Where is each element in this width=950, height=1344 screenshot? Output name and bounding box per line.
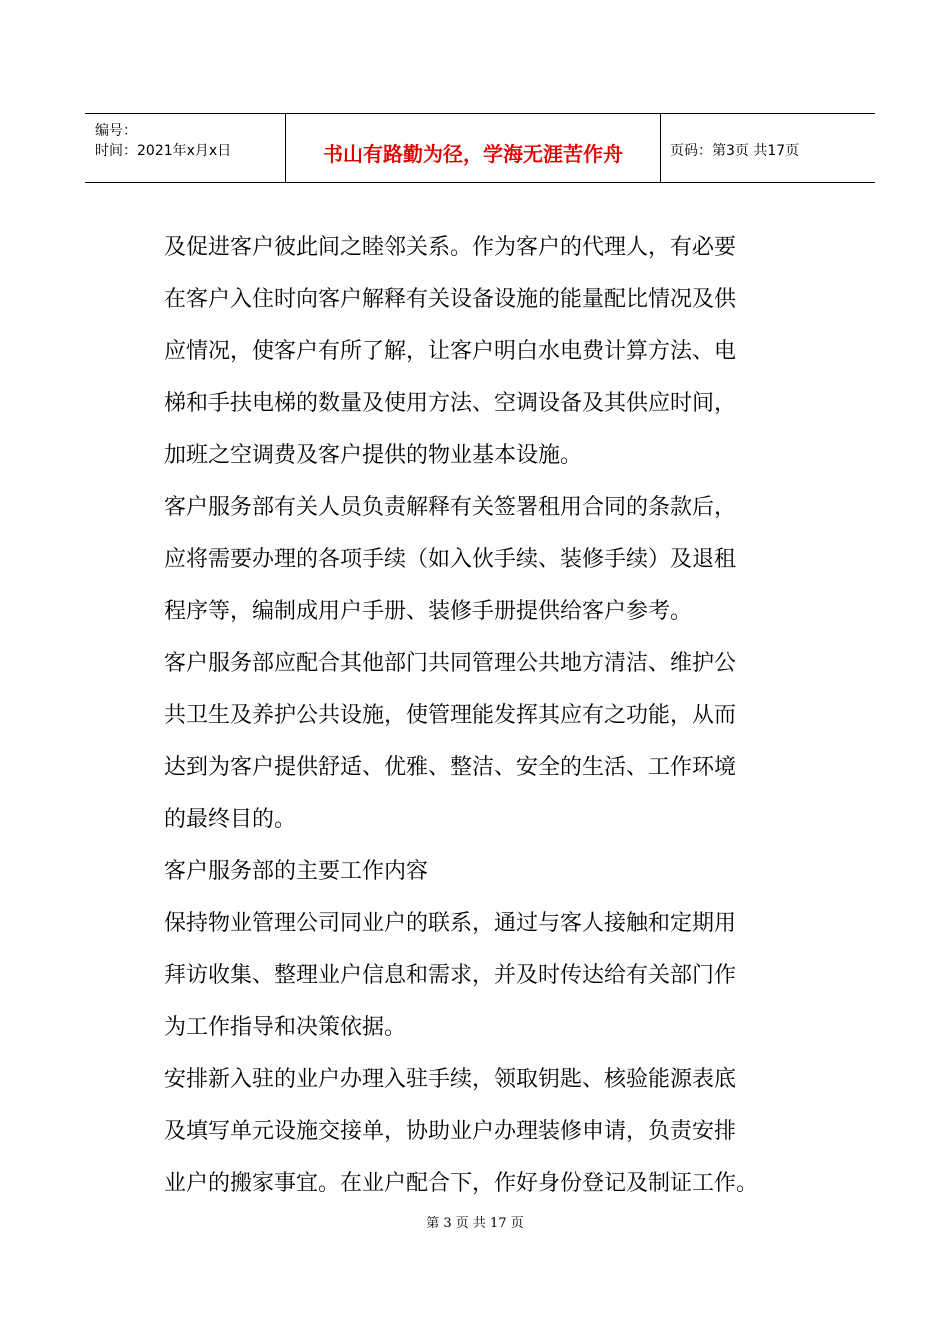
section-heading: [164, 846, 814, 898]
text-line: 客户服务部应配合其他部门共同管理公共地方清洁、维护公: [164, 651, 737, 676]
text-line: 程序等，编制成用户手册、装修手册提供给客户参考。: [164, 599, 693, 624]
text-line: 客户服务部有关人员负责解释有关签署租用合同的条款后，: [164, 495, 737, 520]
page-footer: 第 3 页 共 17 页: [426, 1216, 524, 1231]
text-line: 安排新入驻的业户办理入驻手续，领取钥匙、核验能源表底: [164, 1067, 737, 1092]
header-motto: 书山有路勤为径，学海无涯苦作舟: [323, 142, 623, 166]
text-line: 梯和手扶电梯的数量及使用方法、空调设备及其供应时间，: [164, 391, 737, 416]
document-date-label: 时间：2021年x月x日: [95, 143, 232, 159]
text-line: 共卫生及养护公共设施，使管理能发挥其应有之功能，从而: [164, 703, 737, 728]
text-line: 及填写单元设施交接单，协助业户办理装修申请，负责安排: [164, 1119, 737, 1144]
heading-text: 客户服务部的主要工作内容: [164, 859, 429, 884]
text-line: 达到为客户提供舒适、优雅、整洁、安全的生活、工作环境: [164, 755, 737, 780]
document-body: [164, 222, 814, 1210]
header-page-info: 页码：第3页 共17页: [670, 143, 800, 159]
text-line: 在客户入住时向客户解释有关设备设施的能量配比情况及供: [164, 287, 737, 312]
text-line: 保持物业管理公司同业户的联系，通过与客人接触和定期用: [164, 911, 737, 936]
document-header: [85, 113, 875, 183]
header-page-cell: [660, 114, 875, 182]
text-line: 的最终目的。: [164, 807, 297, 832]
text-line: 加班之空调费及客户提供的物业基本设施。: [164, 443, 583, 468]
paragraph-1: [164, 222, 814, 482]
paragraph-4: [164, 898, 814, 1054]
text-line: 业户的搬家事宜。在业户配合下，作好身份登记及制证工作。: [164, 1171, 759, 1196]
header-meta-cell: [85, 114, 285, 182]
document-number-label: 编号：: [95, 123, 137, 139]
paragraph-3: [164, 638, 814, 846]
text-line: 为工作指导和决策依据。: [164, 1015, 407, 1040]
text-line: 应将需要办理的各项手续（如入伙手续、装修手续）及退租: [164, 547, 737, 572]
paragraph-5: [164, 1054, 814, 1210]
text-line: 应情况，使客户有所了解，让客户明白水电费计算方法、电: [164, 339, 737, 364]
text-line: 及促进客户彼此间之睦邻关系。作为客户的代理人，有必要: [164, 235, 737, 260]
text-line: 拜访收集、整理业户信息和需求，并及时传达给有关部门作: [164, 963, 737, 988]
paragraph-2: [164, 482, 814, 638]
header-motto-cell: [285, 114, 661, 182]
